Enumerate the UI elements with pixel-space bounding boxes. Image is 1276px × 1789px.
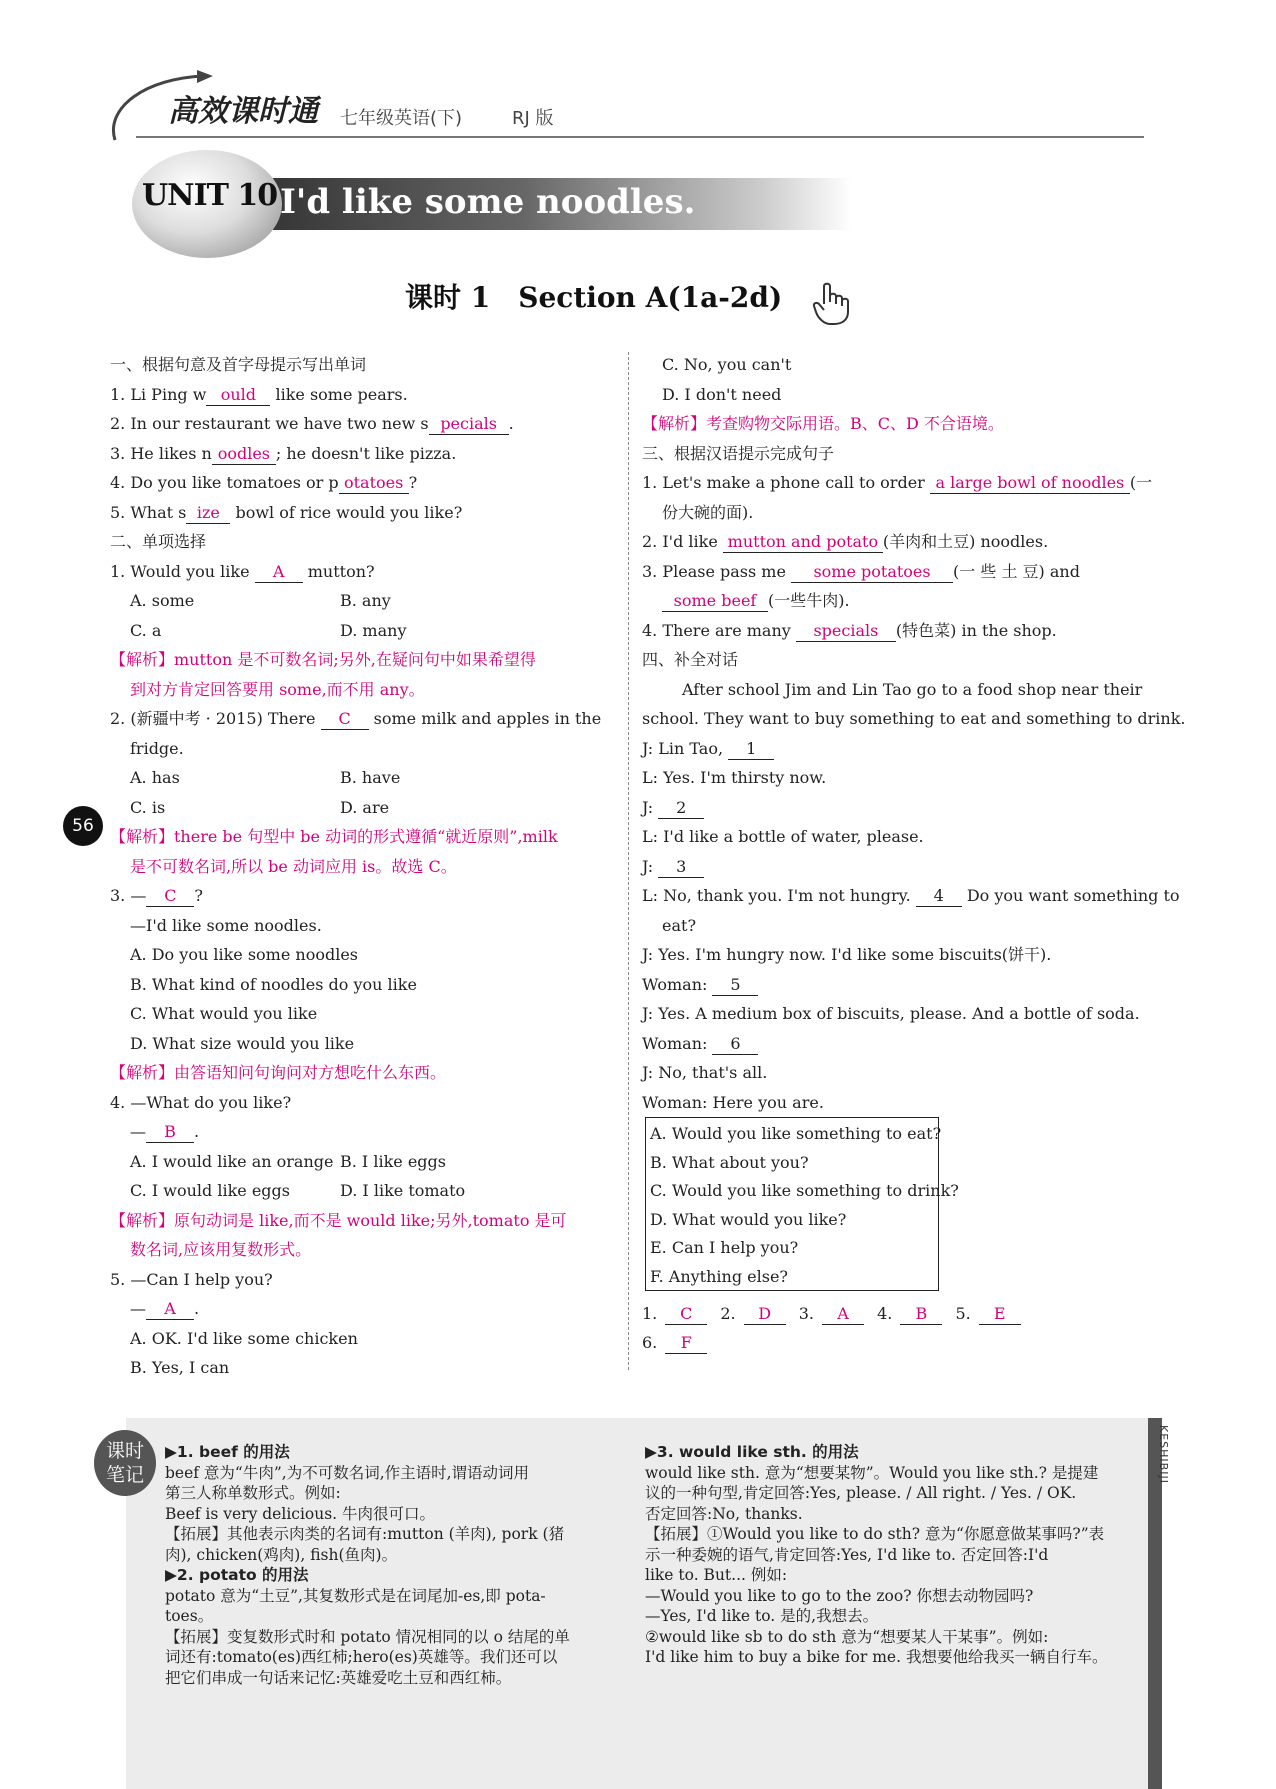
unit-title: I'd like some noodles. (280, 182, 696, 222)
answer-blank: pecials (429, 414, 509, 435)
answer-blank: C (146, 886, 194, 907)
notes-side-label: KESHIBIJI (1157, 1425, 1170, 1484)
answer-blank: ize (186, 503, 230, 524)
note-line: ②would like sb to do sth 意为“想要某人干某事”。例如: (645, 1627, 1049, 1646)
q5-option-c: C. No, you can't (662, 355, 792, 374)
q3-reply: —I'd like some noodles. (130, 915, 322, 935)
option-b: B. What about you? (650, 1152, 809, 1172)
notes-badge-line2: 笔记 (105, 1464, 144, 1486)
answer-blank: some potatoes (791, 562, 953, 583)
answer-blank: A (822, 1304, 864, 1325)
q3-option-b: B. What kind of noodles do you like (130, 974, 417, 994)
q5-stem: 5. —Can I help you? (110, 1269, 273, 1289)
answer-blank: otatoes (339, 473, 409, 494)
s1-item-2: 2. In our restaurant we have two new s pecials . (110, 414, 514, 433)
dialog-line-10: Woman: 6 (642, 1029, 1148, 1059)
dialog-line-4: L: I'd like a bottle of water, please. (642, 827, 924, 846)
answer-blank: F (665, 1333, 707, 1354)
answer-blank: ould (206, 385, 270, 406)
option-d: D. What would you like? (650, 1209, 847, 1229)
dialog-blank: 3 (658, 857, 704, 878)
note-line: Beef is very delicious. 牛肉很可口。 (165, 1504, 436, 1523)
s1-item-4: 4. Do you like tomatoes or p otatoes ? (110, 473, 418, 492)
q4-explanation-2: 数名词,应该用复数形式。 (130, 1240, 312, 1259)
note1-title: ▶1. beef 的用法 (165, 1443, 290, 1461)
option-f: F. Anything else? (650, 1266, 789, 1286)
q3-option-d: D. What size would you like (130, 1033, 355, 1053)
note-line: 【拓展】变复数形式时和 potato 情况相同的以 o 结尾的单 (165, 1627, 570, 1646)
q2-stem: 2. (新疆中考 · 2015) There C some milk and apples in the (110, 709, 602, 728)
answer-blank: C (665, 1304, 707, 1325)
header-subtitle: 七年级英语(下) (340, 108, 463, 129)
s3-item-2: 2. I'd like mutton and potato (羊肉和土豆) noodles. (642, 532, 1049, 551)
answer-blank: E (979, 1304, 1021, 1325)
q2-options-cd: C. is D. are (130, 797, 390, 817)
answer-blank: B (146, 1122, 194, 1143)
column-divider (628, 352, 629, 1370)
q4-answer: — B . (130, 1122, 200, 1141)
option-a: A. Would you like something to eat? (650, 1124, 942, 1143)
header-edition: RJ 版 (512, 108, 554, 129)
dialog-answers-row2: 6. F (642, 1328, 715, 1358)
left-column (110, 350, 615, 1383)
dialog-line-6: L: No, thank you. I'm not hungry. 4 Do you want something to (642, 886, 1180, 905)
dialog-line-7: J: Yes. I'm hungry now. I'd like some biscuits(饼干). (642, 945, 1052, 964)
q1-options-ab: A. some B. any (130, 591, 391, 610)
q3-option-c: C. What would you like (130, 1004, 318, 1023)
note-line: potato 意为“土豆”,其复数形式是在词尾加-es,即 pota- (165, 1586, 546, 1605)
notes-badge-line1: 课时 (105, 1440, 144, 1462)
section1-title: 一、根据句意及首字母提示写出单词 (110, 355, 367, 374)
answer-blank: a large bowl of noodles (930, 473, 1130, 494)
dialog-intro-2: school. They want to buy something to eat and something to drink. (642, 709, 1186, 728)
note-line: 示一种委婉的语气,肯定回答:Yes, I'd like to. 否定回答:I'd (645, 1545, 1049, 1564)
answer-blank: specials (796, 621, 896, 642)
q2-stem-2: fridge. (130, 738, 184, 758)
s1-item-1: 1. Li Ping w ould like some pears. (110, 384, 408, 404)
q5-explanation: 【解析】考查购物交际用语。B、C、D 不合语境。 (642, 414, 1004, 433)
pointing-hand-icon (812, 282, 852, 326)
s1-item-3: 3. He likes n oodles ; he doesn't like pizza. (110, 443, 457, 463)
q1-explanation-2: 到对方肯定回答要用 some,而不用 any。 (130, 679, 425, 699)
dialog-line-12: Woman: Here you are. (642, 1092, 824, 1112)
q1-explanation: 【解析】mutton 是不可数名词;另外,在疑问句中如果希望得 (110, 650, 536, 669)
brand-title: 高效课时通 (168, 94, 318, 129)
page-number-text: 56 (72, 816, 94, 836)
note-line: 第三人称单数形式。例如: (165, 1484, 341, 1502)
note2-title: ▶2. potato 的用法 (165, 1566, 309, 1584)
lesson-title: 课时 1 Section A(1a-2d) (405, 281, 783, 314)
q3-stem: 3. — C ? (110, 886, 203, 905)
right-column (642, 350, 1186, 1117)
option-e: E. Can I help you? (650, 1238, 799, 1257)
q5-answer: — A . (130, 1299, 200, 1318)
q2-explanation: 【解析】there be 句型中 be 动词的形式遵循“就近原则”,milk (110, 827, 558, 846)
dialog-answers: 1. C 2. D 3. A 4. B 5. E (642, 1299, 1029, 1329)
q4-explanation: 【解析】原句动词是 like,而不是 would like;另外,tomato 是可 (110, 1210, 567, 1230)
unit-banner (112, 150, 852, 260)
notes-right (645, 1442, 1140, 1668)
s3-item-1: 1. Let's make a phone call to order a large bowl of noodles (一 (642, 473, 1153, 492)
s3-item-3: 3. Please pass me some potatoes (一 些 土 豆) and (642, 561, 1080, 581)
q5-option-b: B. Yes, I can (130, 1358, 230, 1377)
s3-item-4: 4. There are many specials (特色菜) in the shop. (642, 620, 1057, 640)
s3-item-3-cont: some beef (一些牛肉). (642, 586, 1148, 616)
dialog-blank: 2 (658, 798, 704, 819)
dialog-blank: 1 (728, 739, 774, 760)
note-line: would like sth. 意为“想要某物”。Would you like sth.? 是提建 (645, 1463, 1099, 1482)
dialog-blank: 5 (712, 975, 758, 996)
page-number (63, 806, 103, 846)
dialog-blank: 4 (916, 886, 962, 907)
q2-explanation-2: 是不可数名词,所以 be 动词应用 is。故选 C。 (130, 856, 457, 876)
notes-badge (94, 1430, 156, 1496)
q4-options-ab: A. I would like an orange B. I like eggs (130, 1151, 446, 1171)
dialog-line-9: J: Yes. A medium box of biscuits, please. And a bottle of soda. (642, 1004, 1140, 1023)
q5-option-a: A. OK. I'd like some chicken (130, 1328, 358, 1348)
dialog-line-11: J: No, that's all. (642, 1063, 768, 1082)
answer-blank: A (146, 1299, 194, 1320)
q2-options-ab: A. has B. have (130, 768, 401, 787)
note-line: 词还有:tomato(es)西红柿;hero(es)英雄等。我们还可以 (165, 1648, 558, 1666)
q4-stem: 4. —What do you like? (110, 1092, 292, 1112)
s1-item-5: 5. What s ize bowl of rice would you like? (110, 502, 463, 522)
q3-explanation: 【解析】由答语知问句询问对方想吃什么东西。 (110, 1063, 447, 1082)
answer-blank: A (255, 562, 303, 583)
dialog-line-2: L: Yes. I'm thirsty now. (642, 768, 827, 787)
note-line: 【拓展】其他表示肉类的名词有:mutton (羊肉), pork (猪 (165, 1525, 565, 1543)
dialog-line-1: J: Lin Tao, 1 (642, 734, 1148, 764)
dialog-line-5: J: 3 (642, 852, 1148, 882)
note-line: —Would you like to go to the zoo? 你想去动物园吗? (645, 1586, 1034, 1605)
notes-left (165, 1442, 627, 1688)
q1-stem: 1. Would you like A mutton? (110, 561, 375, 581)
answer-blank: B (900, 1304, 942, 1325)
note-line: 把它们串成一句话来记忆:英雄爱吃土豆和西红柿。 (165, 1668, 512, 1687)
s3-item-1-cont: 份大碗的面). (662, 502, 754, 522)
section2-title: 二、单项选择 (110, 532, 207, 551)
note-line: beef 意为“牛肉”,为不可数名词,作主语时,谓语动词用 (165, 1463, 530, 1482)
q3-option-a: A. Do you like some noodles (130, 945, 358, 964)
note-line: I'd like him to buy a bike for me. 我想要他给我买一辆自行车。 (645, 1648, 1108, 1666)
answer-blank: mutton and potato (723, 532, 883, 553)
dialog-intro-1: After school Jim and Lin Tao go to a food shop near their (682, 679, 1143, 699)
dialog-blank: 6 (712, 1034, 758, 1055)
note-line: 肉), chicken(鸡肉), fish(鱼肉)。 (165, 1545, 398, 1564)
note-line: 【拓展】①Would you like to do sth? 意为“你愿意做某事吗?”表 (645, 1525, 1105, 1543)
answer-blank: D (744, 1304, 786, 1325)
answer-blank: some beef (662, 591, 768, 612)
dialog-line-3: J: 2 (642, 793, 1148, 823)
unit-label: UNIT 10 (142, 178, 278, 213)
note-line: 议的一种句型,肯定回答:Yes, please. / All right. / Yes. / OK. (645, 1484, 1077, 1502)
dialog-line-6-cont: eat? (662, 915, 697, 935)
q5-option-d: D. I don't need (662, 384, 782, 404)
option-c: C. Would you like something to drink? (650, 1181, 959, 1200)
q4-options-cd: C. I would like eggs D. I like tomato (130, 1181, 466, 1200)
answer-blank: oodles (212, 444, 276, 465)
note-line: toes。 (165, 1607, 214, 1625)
note-line: like to. But... 例如: (645, 1566, 788, 1584)
section4-title: 四、补全对话 (642, 650, 739, 669)
answer-blank: C (321, 709, 369, 730)
header (0, 60, 1276, 150)
note-line: —Yes, I'd like to. 是的,我想去。 (645, 1607, 879, 1625)
header-rule (136, 136, 1144, 138)
note3-title: ▶3. would like sth. 的用法 (645, 1443, 859, 1461)
dialog-line-8: Woman: 5 (642, 970, 1148, 1000)
q1-options-cd: C. a D. many (130, 620, 407, 640)
note-line: 否定回答:No, thanks. (645, 1504, 803, 1523)
section3-title: 三、根据汉语提示完成句子 (642, 443, 835, 463)
options-box (645, 1117, 959, 1291)
